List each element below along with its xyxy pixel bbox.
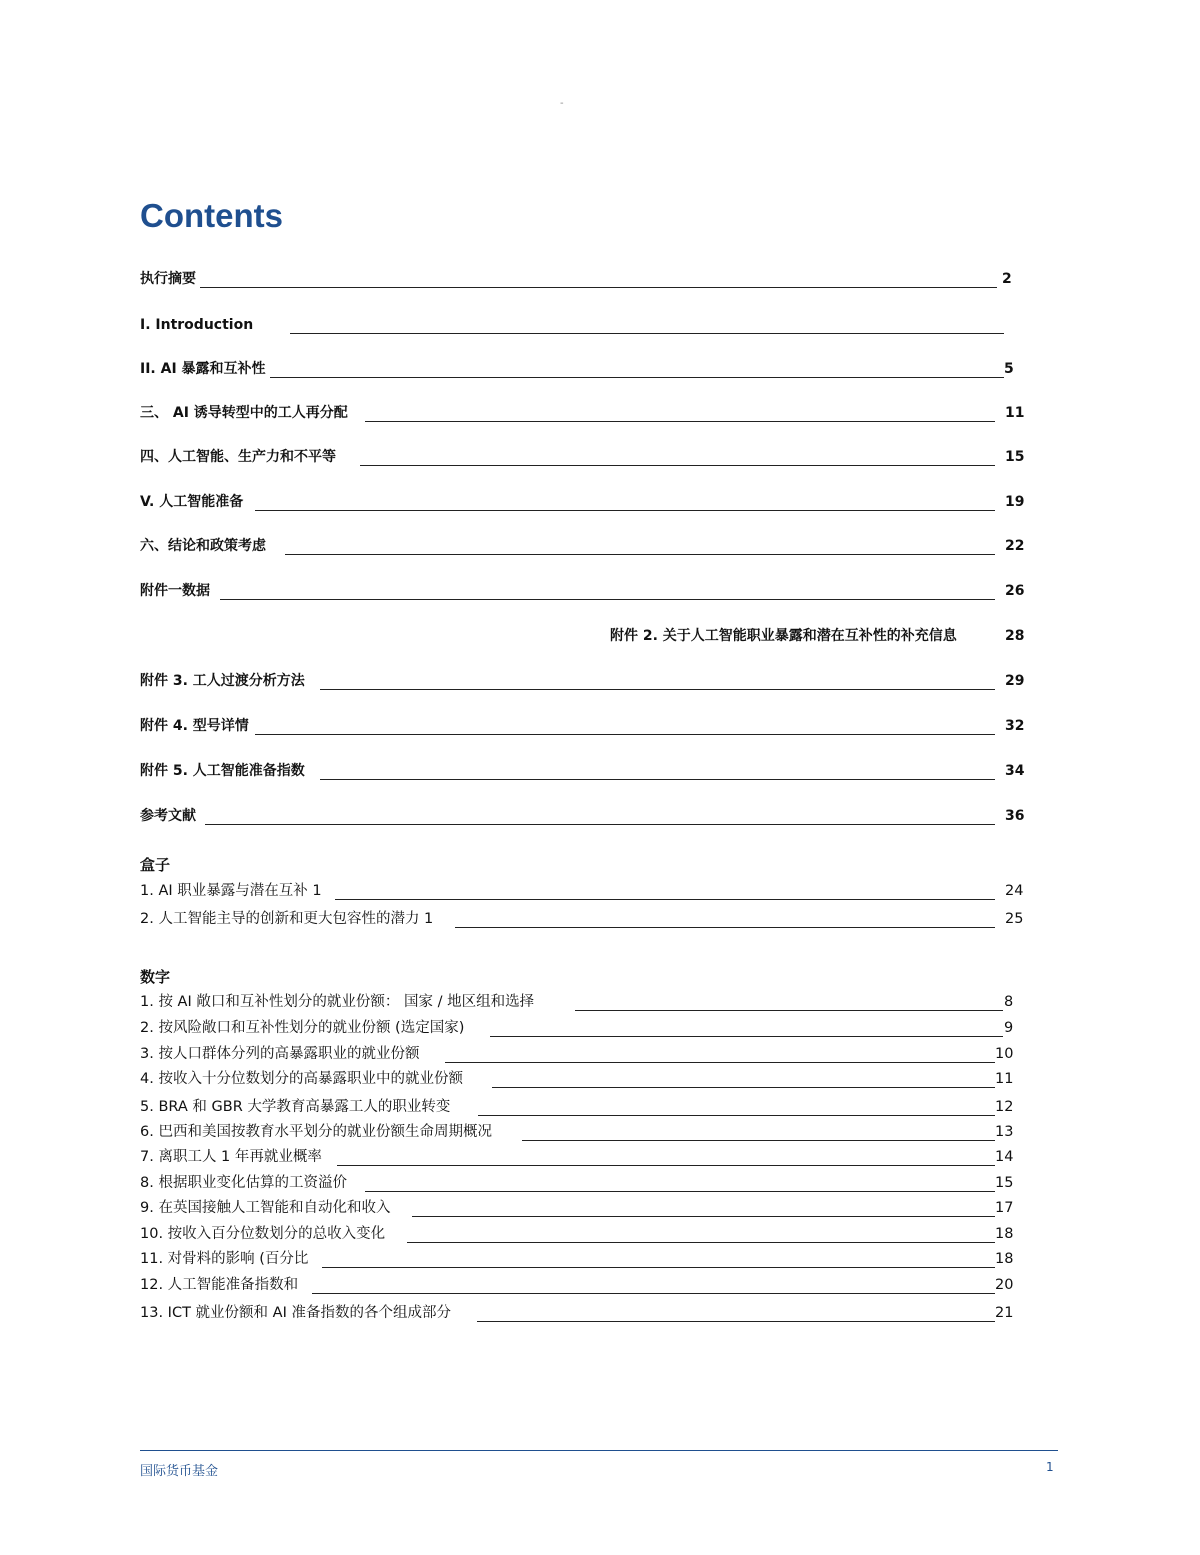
figure-entry[interactable] xyxy=(140,1300,1015,1324)
toc-entry[interactable] xyxy=(140,444,1025,468)
figure-entry-label: 3. 按人口群体分列的高暴露职业的就业份额 xyxy=(140,1046,420,1062)
contents-title: Contents xyxy=(140,197,283,234)
figure-entry[interactable] xyxy=(140,1195,1015,1219)
toc-entry[interactable] xyxy=(140,312,1015,336)
leader-line xyxy=(220,599,995,600)
leader-line xyxy=(270,377,1004,378)
toc-entry[interactable] xyxy=(140,489,1025,513)
toc-entry[interactable] xyxy=(140,668,1025,692)
figure-entry[interactable] xyxy=(140,1170,1015,1194)
figure-entry-label: 10. 按收入百分位数划分的总收入变化 xyxy=(140,1226,386,1242)
figure-entry-page: 18 xyxy=(995,1251,1014,1267)
toc-entry-page: 34 xyxy=(1005,763,1025,779)
toc-entry-label: 三、 AI 诱导转型中的工人再分配 xyxy=(140,405,348,421)
footer-rule xyxy=(140,1450,1058,1451)
figure-entry-page: 8 xyxy=(1004,994,1014,1010)
figure-entry[interactable] xyxy=(140,989,1015,1013)
toc-entry-page: 29 xyxy=(1005,673,1025,689)
figure-entry-label: 11. 对骨料的影响 (百分比 xyxy=(140,1251,309,1267)
figure-entry[interactable] xyxy=(140,1221,1015,1245)
toc-entry[interactable] xyxy=(140,356,1015,380)
figure-entry-page: 15 xyxy=(995,1175,1014,1191)
toc-entry-label: 附件一数据 xyxy=(140,583,210,599)
toc-entry-label: 附件 4. 型号详情 xyxy=(140,718,249,734)
leader-line xyxy=(412,1216,995,1217)
toc-entry-page: 32 xyxy=(1005,718,1025,734)
figure-entry-label: 5. BRA 和 GBR 大学教育高暴露工人的职业转变 xyxy=(140,1099,451,1115)
footer-org: 国际货币基金 xyxy=(140,1464,219,1479)
leader-line xyxy=(320,779,995,780)
figure-entry-label: 9. 在英国接触人工智能和自动化和收入 xyxy=(140,1200,391,1216)
figure-entry-label: 2. 按风险敞口和互补性划分的就业份额 (选定国家) xyxy=(140,1020,465,1036)
figure-entry[interactable] xyxy=(140,1246,1015,1270)
box-entry-page: 24 xyxy=(1005,883,1024,899)
leader-line xyxy=(255,734,995,735)
leader-line xyxy=(490,1036,1003,1037)
figure-entry-page: 20 xyxy=(995,1277,1014,1293)
leader-line xyxy=(365,1191,995,1192)
leader-line xyxy=(445,1062,995,1063)
toc-entry-label: 附件 5. 人工智能准备指数 xyxy=(140,763,305,779)
toc-entry[interactable] xyxy=(140,533,1025,557)
figure-entry-page: 14 xyxy=(995,1149,1014,1165)
box-entry[interactable] xyxy=(140,906,1025,930)
toc-entry-label: I. Introduction xyxy=(140,317,254,333)
toc-entry-label: II. AI 暴露和互补性 xyxy=(140,361,266,377)
figure-entry[interactable] xyxy=(140,1144,1015,1168)
toc-entry[interactable] xyxy=(140,578,1025,602)
leader-line xyxy=(200,287,997,288)
figure-entry-page: 17 xyxy=(995,1200,1014,1216)
toc-entry-label: 执行摘要 xyxy=(140,271,196,287)
leader-line xyxy=(290,333,1004,334)
figure-entry[interactable] xyxy=(140,1066,1015,1090)
figure-entry[interactable] xyxy=(140,1119,1015,1143)
footer-page-number: 1 xyxy=(1046,1460,1054,1474)
toc-entry-label: 四、人工智能、生产力和不平等 xyxy=(140,449,336,465)
figure-entry-label: 7. 离职工人 1 年再就业概率 xyxy=(140,1149,322,1165)
toc-entry[interactable] xyxy=(140,758,1025,782)
toc-entry-page: 15 xyxy=(1005,449,1025,465)
figure-entry-label: 12. 人工智能准备指数和 xyxy=(140,1277,299,1293)
leader-line xyxy=(522,1140,995,1141)
toc-entry-page: 26 xyxy=(1005,583,1025,599)
toc-entry-label: 参考文献 xyxy=(140,808,196,824)
figure-entry-page: 9 xyxy=(1004,1020,1014,1036)
figures-heading: 数字 xyxy=(140,968,171,986)
toc-entry-page: 22 xyxy=(1005,538,1025,554)
toc-entry[interactable] xyxy=(140,803,1025,827)
toc-entry-label: 附件 3. 工人过渡分析方法 xyxy=(140,673,305,689)
toc-entry[interactable] xyxy=(140,713,1025,737)
toc-entry-label: 附件 2. 关于人工智能职业暴露和潜在互补性的补充信息 xyxy=(610,628,957,644)
figure-entry[interactable] xyxy=(140,1015,1015,1039)
toc-entry-label: V. 人工智能准备 xyxy=(140,494,244,510)
toc-entry[interactable] xyxy=(140,266,1015,290)
toc-entry[interactable] xyxy=(140,400,1025,424)
box-entry[interactable] xyxy=(140,878,1025,902)
toc-entry-page: 11 xyxy=(1005,405,1025,421)
leader-line xyxy=(455,927,995,928)
figure-entry-label: 8. 根据职业变化估算的工资溢价 xyxy=(140,1175,347,1191)
figure-entry-page: 18 xyxy=(995,1226,1014,1242)
figure-entry[interactable] xyxy=(140,1041,1015,1065)
box-entry-page: 25 xyxy=(1005,911,1024,927)
leader-line xyxy=(320,689,995,690)
figure-entry[interactable] xyxy=(140,1094,1015,1118)
leader-line xyxy=(575,1010,1003,1011)
figure-entry-page: 10 xyxy=(995,1046,1014,1062)
figure-entry-label: 1. 按 AI 敞口和互补性划分的就业份额： 国家 / 地区组和选择 xyxy=(140,994,535,1010)
leader-line xyxy=(285,554,995,555)
toc-entry-page: 5 xyxy=(1004,361,1014,377)
leader-line xyxy=(337,1165,995,1166)
leader-line xyxy=(360,465,995,466)
leader-line xyxy=(335,899,995,900)
leader-line xyxy=(205,824,995,825)
leader-line xyxy=(312,1293,995,1294)
toc-entry[interactable] xyxy=(140,623,1025,647)
figure-entry-page: 12 xyxy=(995,1099,1014,1115)
leader-line xyxy=(478,1115,995,1116)
leader-line xyxy=(477,1321,995,1322)
figure-entry-page: 11 xyxy=(995,1071,1014,1087)
box-entry-label: 2. 人工智能主导的创新和更大包容性的潜力 1 xyxy=(140,911,434,927)
leader-line xyxy=(322,1267,995,1268)
header-mark: - xyxy=(560,98,564,109)
figure-entry-page: 13 xyxy=(995,1124,1014,1140)
figure-entry-label: 6. 巴西和美国按教育水平划分的就业份额生命周期概况 xyxy=(140,1124,492,1140)
toc-entry-page: 19 xyxy=(1005,494,1025,510)
figure-entry-label: 13. ICT 就业份额和 AI 准备指数的各个组成部分 xyxy=(140,1305,451,1321)
leader-line xyxy=(492,1087,995,1088)
figure-entry-page: 21 xyxy=(995,1305,1014,1321)
figure-entry-label: 4. 按收入十分位数划分的高暴露职业中的就业份额 xyxy=(140,1071,463,1087)
leader-line xyxy=(407,1242,995,1243)
box-entry-label: 1. AI 职业暴露与潜在互补 1 xyxy=(140,883,322,899)
boxes-heading: 盒子 xyxy=(140,856,171,874)
leader-line xyxy=(365,421,995,422)
toc-entry-page: 36 xyxy=(1005,808,1025,824)
leader-line xyxy=(255,510,995,511)
toc-entry-page: 28 xyxy=(1005,628,1025,644)
toc-entry-page: 2 xyxy=(1002,271,1012,287)
toc-entry-label: 六、结论和政策考虑 xyxy=(140,538,266,554)
figure-entry[interactable] xyxy=(140,1272,1015,1296)
